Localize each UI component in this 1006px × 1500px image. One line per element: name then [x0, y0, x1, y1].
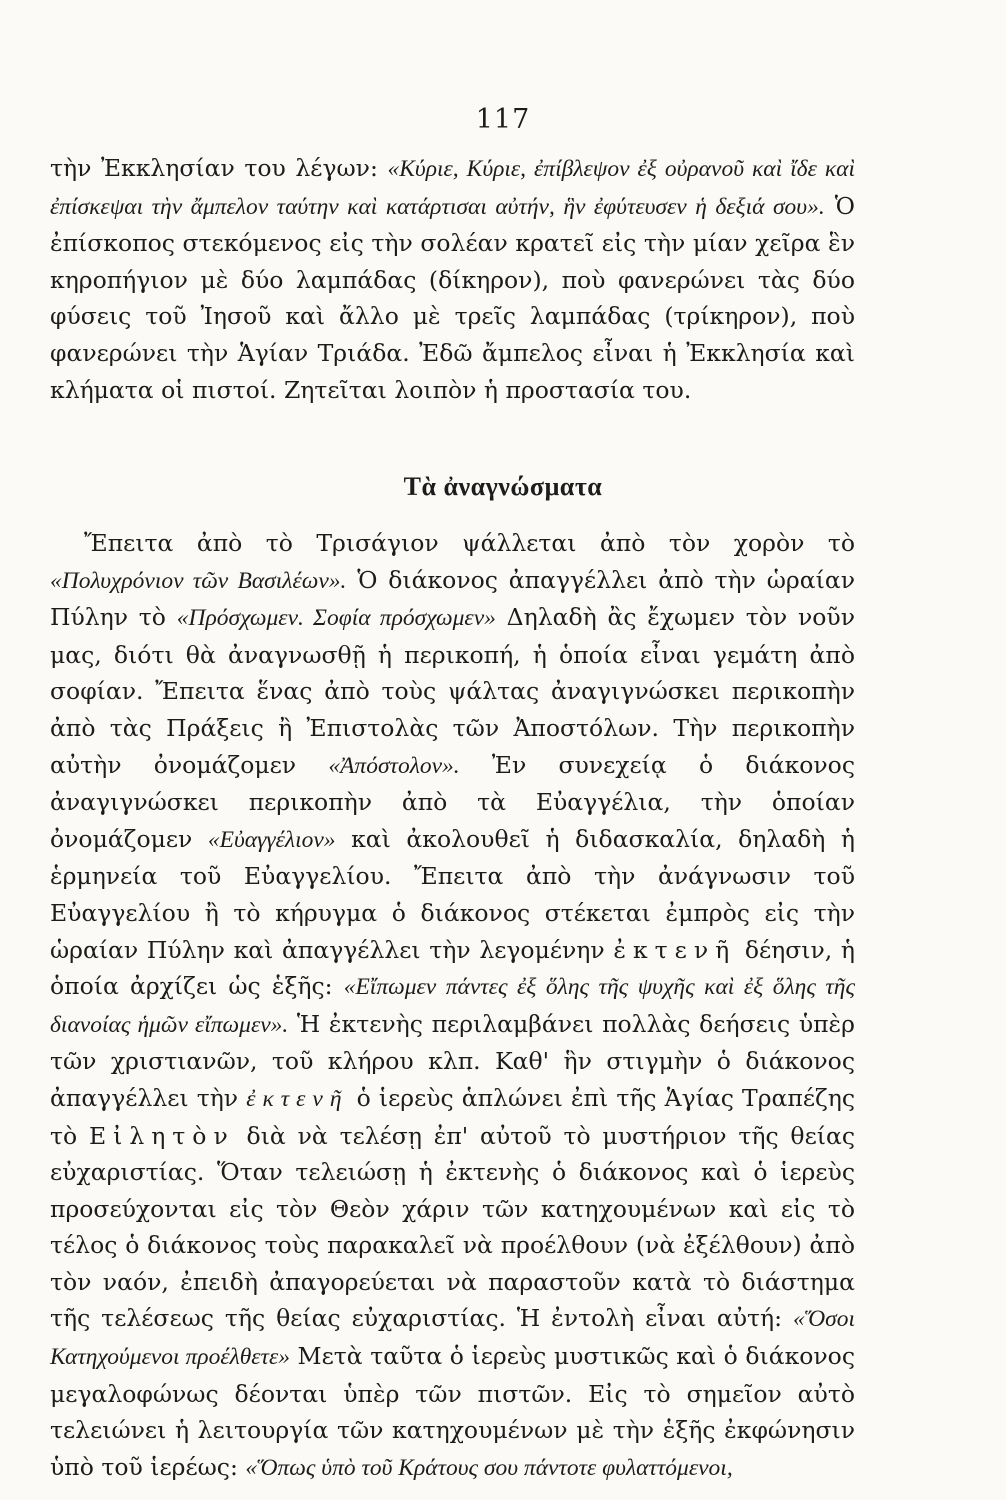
text-run: Ὁ διάκονος ἀπαγγέλλει ἀπὸ τὴν ὡραίαν Πύλην τὸ — [50, 565, 855, 632]
text-run: Ἔπειτα ἀπὸ τὸ Τρισάγιον ψάλλεται ἀπὸ τὸν χορὸν τὸ — [84, 529, 855, 557]
text-run: Δηλαδὴ ἂς ἔχωμεν τὸν νοῦν μας, διότι θὰ ἀναγνωσθῇ ἡ περικοπή, ἡ ὁποία εἶναι γεμάτη ἀπὸ σοφίαν. Ἔπειτα ἕνας ἀπὸ τοὺς ψάλτας ἀναγιγνώσκει περικοπὴν ἀπὸ τὰς Πράξεις ἢ Ἐπιστολὰς τῶν Ἀποστόλων. Τὴν περικοπὴν αὐτὴν ὀνομάζομεν — [50, 603, 855, 779]
text-run: δέησιν, ἡ ὁποία ἀρχίζει ὡς ἑξῆς: — [50, 935, 855, 1001]
quote-polychronion: «Πολυχρόνιον τῶν Βασιλέων». — [50, 567, 347, 594]
paragraph-readings — [50, 525, 855, 1486]
quote-opos: «Ὅπως ὑπὸ τοῦ Κράτους σου πάντοτε φυλαττόμενοι, — [245, 1454, 733, 1481]
paragraph-text — [50, 525, 855, 1486]
text-run: ὁ ἱερεὺς ἁπλώνει ἐπὶ τῆς Ἁγίας Τραπέζης τὸ — [50, 1083, 855, 1150]
section-heading: Τὰ ἀναγνώσματα — [403, 472, 603, 501]
quote-apostolos: «Ἀπόστολον». — [328, 752, 460, 779]
text-run: καὶ ἀκολουθεῖ ἡ διδασκαλία, δηλαδὴ ἡ ἑρμηνεία τοῦ Εὐαγγελίου. Ἔπειτα ἀπὸ τὴν ἀνάγνωσιν τοῦ Εὐαγγελίου ἢ τὸ κήρυγμα ὁ διάκονος στέκεται ἐμπρὸς εἰς τὴν ὡραίαν Πύλην καὶ ἀπαγγέλλει τὴν λεγομένην — [50, 824, 856, 964]
quote-eipomen: «Εἴπωμεν πάντες ἐξ ὅλης τῆς ψυχῆς καὶ ἐξ ὅλης τῆς διανοίας ἡμῶν εἴπωμεν». — [50, 974, 856, 1038]
spaced-term: ἐκτενῆ — [613, 935, 737, 964]
paragraph-text — [50, 150, 855, 408]
text-run: Μετὰ ταῦτα ὁ ἱερεὺς μυστικῶς καὶ ὁ διάκονος μεγαλοφώνως δέονται ὑπὲρ τῶν πιστῶν. Εἰς τὸ σημεῖον αὐτὸ τελειώνει ἡ λειτουργία τῶν κατηχουμένων μὲ τὴν ἑξῆς ἐκφώνησιν ὑπὸ τοῦ ἱερέως: — [50, 1342, 855, 1481]
spaced-term-italic: ἐκτενῆ — [246, 1085, 349, 1112]
page-number: 117 — [475, 104, 531, 135]
spaced-term: Εἰλητὸν — [88, 1121, 235, 1150]
paragraph-intro — [50, 150, 855, 408]
quote-psalm: «Κύριε, Κύριε, ἐπίβλεψον ἐξ οὐρανοῦ καὶ ἴδε καὶ ἐπίσκεψαι τὴν ἄμπελον ταύτην καὶ κατάρτισαι αὐτήν, ἣν ἐφύτευσεν ἡ δεξιά σου». — [50, 156, 855, 220]
text-run: τὴν Ἐκκλησίαν του λέγων: — [50, 154, 388, 182]
quote-katechoumenoi: «Ὅσοι Κατηχούμενοι προέλθετε» — [50, 1306, 855, 1371]
quote-evangelion: «Εὐαγγέλιον» — [207, 826, 336, 853]
text-run: διὰ νὰ τελέσῃ ἐπ' αὐτοῦ τὸ μυστήριον τῆς θείας εὐχαριστίας. Ὅταν τελειώσῃ ἡ ἐκτενὴς ὁ διάκονος καὶ ὁ ἱερεὺς προσεύχονται εἰς τὸν Θεὸν χάριν τῶν κατηχουμένων καὶ εἰς τὸ τέλος ὁ διάκονος τοὺς παρακαλεῖ νὰ προέλθουν (νὰ ἐξέλθουν) ἀπὸ τὸν ναόν, ἐπειδὴ ἀπαγορεύεται νὰ παραστοῦν κατὰ τὸ διάστημα τῆς τελέσεως τῆς θείας εὐχαριστίας. Ἡ ἐντολὴ εἶναι αὐτή: — [50, 1121, 855, 1333]
quote-proschomen: «Πρόσχωμεν. Σοφία πρόσχωμεν» — [176, 605, 496, 632]
text-run: Ἐν συνεχείᾳ ὁ διάκονος ἀναγιγνώσκει περικοπὴν ἀπὸ τὰ Εὐαγγέλια, τὴν ὁποίαν ὀνομάζομεν — [50, 750, 855, 853]
text-run: Ἡ ἐκτενὴς περιλαμβάνει πολλὰς δεήσεις ὑπὲρ τῶν χριστιανῶν, τοῦ κλήρου κλπ. Καθ' ἣν στιγμὴν ὁ διάκονος ἀπαγγέλλει τὴν — [50, 1009, 855, 1112]
text-run: Ὁ ἐπίσκοπος στεκόμενος εἰς τὴν σολέαν κρατεῖ εἰς τὴν μίαν χεῖρα ἓν κηροπήγιον μὲ δύο λαμπάδας (δίκηρον), ποὺ φανερώνει τὰς δύο φύσεις τοῦ Ἰησοῦ καὶ ἄλλο μὲ τρεῖς λαμπάδας (τρίκηρον), ποὺ φανερώνει τὴν Ἁγίαν Τριάδα. Ἐδῶ ἄμπελος εἶναι ἡ Ἐκκλησία καὶ κλήματα οἱ πιστοί. Ζητεῖται λοιπὸν ἡ προστασία του. — [50, 191, 855, 404]
